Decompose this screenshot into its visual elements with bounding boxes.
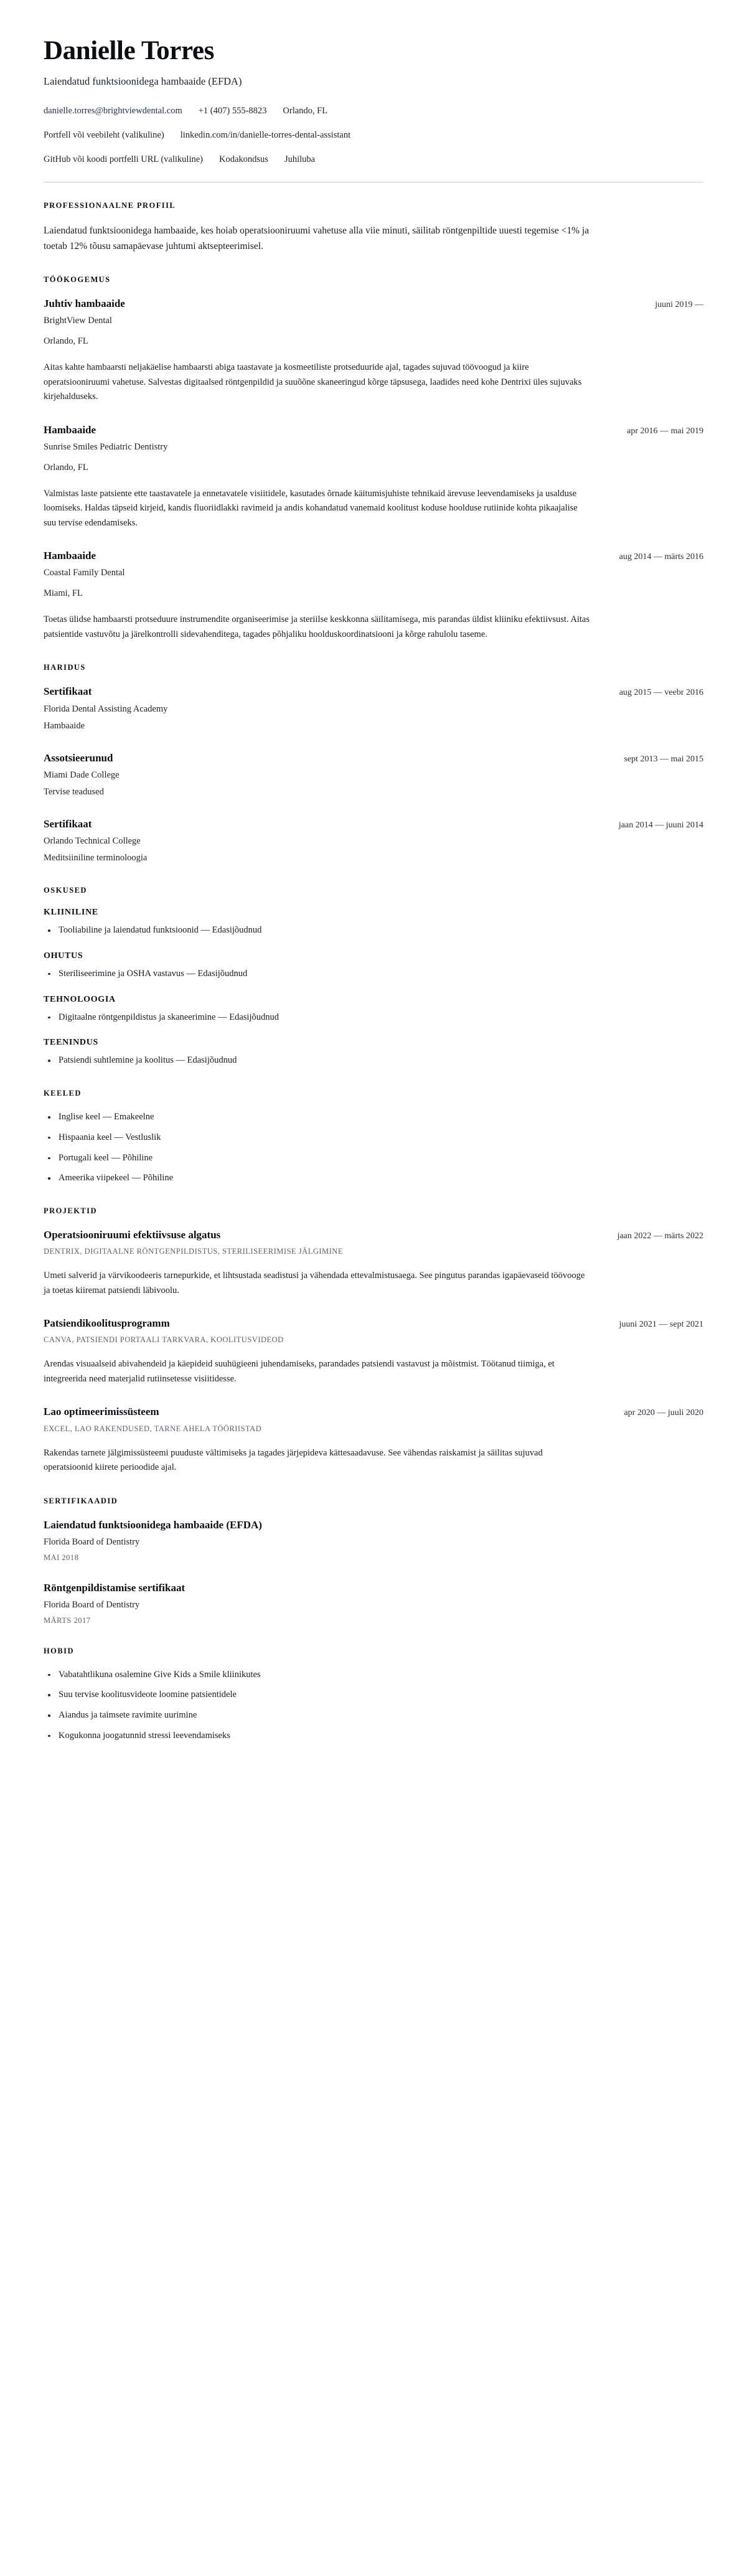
- section-title-languages: KEELED: [44, 1089, 82, 1098]
- degree-title: Sertifikaat: [44, 817, 92, 830]
- skill-group: [44, 908, 703, 938]
- section-experience: [44, 275, 703, 642]
- skill-item-list: [44, 1011, 703, 1025]
- candidate-headline: Laiendatud funktsioonidega hambaaide (EFDA): [44, 75, 242, 88]
- section-skills: [44, 886, 703, 1068]
- contact-item: +1 (407) 555-8823: [198, 106, 267, 116]
- skill-item: Patsiendi suhtlemine ja koolitus — Edasijõudnud: [44, 1054, 703, 1068]
- section-languages: [44, 1089, 703, 1185]
- skill-category-label: TEHNOLOOGIA: [44, 994, 116, 1004]
- education-list: [44, 685, 703, 865]
- project-description: Rakendas tarnete jälgimissüsteemi puuduste vältimiseks ja tagades järjepideva kättesaadavuse. See vähendas raiskamist ja säilitas sujuvad operatsioonid kiirete perioodide ajal.: [44, 1447, 543, 1473]
- hobby-item: Aiandus ja taimsete ravimite uurimine: [44, 1709, 703, 1723]
- experience-list: [44, 297, 703, 642]
- certification-issuer: Florida Board of Dentistry: [44, 1536, 140, 1547]
- experience-entry: [44, 549, 703, 642]
- job-date-range: juuni 2019 —: [655, 299, 703, 309]
- certification-entry: [44, 1581, 703, 1625]
- contact-block: [44, 105, 703, 166]
- education-entry-head: [44, 685, 703, 698]
- project-description: Arendas visuaalseid abivahendeid ja käepideid suuhügieeni juhendamiseks, parandades patsiendi vastavust ja mõistmist. Töötanud tiimiga, et integreerida need materjalid rutiinsetesse visiitidesse.: [44, 1359, 555, 1384]
- job-title: Hambaaide: [44, 550, 96, 562]
- certification-issuer: Florida Board of Dentistry: [44, 1599, 140, 1610]
- contact-row: [44, 105, 703, 118]
- section-title-hobbies: HOBID: [44, 1646, 74, 1655]
- education-entry-head: [44, 817, 703, 831]
- experience-entry-head: [44, 297, 703, 311]
- skill-group: [44, 951, 703, 981]
- skill-category-label: OHUTUS: [44, 951, 83, 961]
- skill-item-list: [44, 1054, 703, 1068]
- project-tech-tags: CANVA, PATSIENDI PORTAALI TARKVARA, KOOLITUSVIDEOD: [44, 1335, 284, 1345]
- school-name: Orlando Technical College: [44, 836, 141, 847]
- certification-title: Röntgenpildistamise sertifikaat: [44, 1581, 186, 1594]
- education-entry-head: [44, 751, 703, 765]
- job-date-range: apr 2016 — mai 2019: [627, 426, 703, 436]
- skill-group: [44, 995, 703, 1025]
- education-date-range: aug 2015 — veebr 2016: [619, 688, 703, 698]
- experience-entry-head: [44, 423, 703, 437]
- project-description: Umeti salverid ja värvikoodeeris tarnepurkide, et lihtsustada seadistusi ja vähendada ettevalmistusaega. See pingutus parandas igapäevaseid töövooge ja toetas kiiremat patsiendi läbivoolu.: [44, 1271, 585, 1295]
- section-profile: [44, 201, 703, 254]
- skill-item: Steriliseerimine ja OSHA vastavus — Edasijõudnud: [44, 967, 703, 981]
- job-location: Orlando, FL: [44, 336, 88, 347]
- skill-item-list: [44, 924, 703, 938]
- job-company: BrightView Dental: [44, 316, 112, 326]
- skill-item: Digitaalne röntgenpildistus ja skaneerimine — Edasijõudnud: [44, 1011, 703, 1025]
- job-description: Valmistas laste patsiente ette taastavatele ja ennetavatele visiitidele, kasutades õrnade käitumisjuhiste tehnikaid ärevuse leevendamiseks ja usalduse loomiseks. Haldas täpseid kirjeid, kandis fluoriidlakki ravimeid ja andis kohandatud vanemaid koolitust koduse hoolduse rutiinide kohta pikaajalise suu tervise edendamiseks.: [44, 488, 578, 528]
- project-title: Operatsiooniruumi efektiivsuse algatus: [44, 1229, 221, 1241]
- job-company: Coastal Family Dental: [44, 568, 125, 578]
- section-title-education: HARIDUS: [44, 663, 86, 672]
- skill-category-label: KLIINILINE: [44, 908, 98, 918]
- contact-item: Portfell või veebileht (valikuline): [44, 130, 164, 141]
- degree-title: Assotsieerunud: [44, 751, 113, 764]
- job-company: Sunrise Smiles Pediatric Dentistry: [44, 441, 168, 452]
- project-tech-tags: EXCEL, LAO RAKENDUSED, TARNE AHELA TÖÖRIISTAD: [44, 1424, 262, 1433]
- skills-list: [44, 908, 703, 1068]
- study-field: Tervise teadused: [44, 786, 104, 797]
- experience-entry: [44, 423, 703, 531]
- project-title: Patsiendikoolitusprogramm: [44, 1317, 170, 1330]
- project-date-range: jaan 2022 — märts 2022: [617, 1231, 703, 1241]
- experience-entry-head: [44, 549, 703, 563]
- section-title-skills: OSKUSED: [44, 886, 87, 895]
- hobbies-list: [44, 1668, 703, 1743]
- language-item: Ameerika viipekeel — Põhiline: [44, 1172, 703, 1185]
- certification-date: MAI 2018: [44, 1553, 79, 1562]
- profile-summary-text: Laiendatud funktsioonidega hambaaide, kes hoiab operatsiooniruumi vahetuse alla viie minuti, säilitab röntgenpiltide uuesti tegemise <1% ja toetab 12% tõusu samapäevase juhtumi aktsepteerimisel.: [44, 225, 590, 251]
- contact-row: [44, 153, 703, 167]
- language-item: Inglise keel — Emakeelne: [44, 1111, 703, 1124]
- job-location: Miami, FL: [44, 588, 83, 599]
- project-entry-head: [44, 1228, 703, 1242]
- section-certifications: [44, 1497, 703, 1625]
- school-name: Miami Dade College: [44, 769, 120, 780]
- section-title-certifications: SERTIFIKAADID: [44, 1496, 118, 1505]
- contact-item: Orlando, FL: [283, 106, 328, 116]
- section-title-experience: TÖÖKOGEMUS: [44, 275, 111, 284]
- section-education: [44, 663, 703, 865]
- contact-item: GitHub või koodi portfelli URL (valikuline): [44, 154, 203, 164]
- resume-header: [44, 36, 703, 167]
- project-entry-head: [44, 1317, 703, 1330]
- project-title: Lao optimeerimissüsteem: [44, 1406, 159, 1418]
- section-projects: [44, 1206, 703, 1475]
- education-entry: [44, 685, 703, 732]
- hobby-item: Kogukonna joogatunnid stressi leevendamiseks: [44, 1729, 703, 1743]
- project-entry: [44, 1317, 703, 1386]
- job-title: Juhtiv hambaaide: [44, 297, 125, 309]
- job-description: Aitas kahte hambaarsti neljakäelise hambaarsti abiga taastavate ja kosmeetiliste protseduuride ajal, tagades sujuvad töövoogud ja kiire operatsiooniruumi vahetuse. Salvestas digitaalsed röntgenpildid ja suuõõne skaneeringud kõrge täpsusega, laadides need kohe Dentrixi üles sujuvaks kirjehalduseks.: [44, 362, 582, 402]
- contact-item: Kodakondsus: [219, 154, 268, 164]
- certification-date: MÄRTS 2017: [44, 1615, 91, 1625]
- project-entry: [44, 1405, 703, 1475]
- skill-group: [44, 1038, 703, 1068]
- school-name: Florida Dental Assisting Academy: [44, 703, 168, 714]
- job-date-range: aug 2014 — märts 2016: [619, 552, 703, 562]
- education-entry: [44, 751, 703, 799]
- candidate-name: Danielle Torres: [44, 36, 214, 65]
- section-hobbies: [44, 1647, 703, 1743]
- education-date-range: sept 2013 — mai 2015: [624, 754, 703, 764]
- hobby-item: Vabatahtlikuna osalemine Give Kids a Smile kliinikutes: [44, 1668, 703, 1682]
- language-item: Portugali keel — Põhiline: [44, 1152, 703, 1165]
- job-title: Hambaaide: [44, 423, 96, 436]
- education-entry: [44, 817, 703, 865]
- skill-item-list: [44, 967, 703, 981]
- projects-list: [44, 1228, 703, 1475]
- section-title-profile: PROFESSIONAALNE PROFIIL: [44, 200, 176, 210]
- experience-entry: [44, 297, 703, 405]
- project-tech-tags: DENTRIX, DIGITAALNE RÖNTGENPILDISTUS, STERILISEERIMISE JÄLGIMINE: [44, 1247, 343, 1256]
- project-date-range: juuni 2021 — sept 2021: [619, 1320, 703, 1330]
- language-item: Hispaania keel — Vestluslik: [44, 1131, 703, 1145]
- job-location: Orlando, FL: [44, 462, 88, 472]
- contact-row: [44, 129, 703, 143]
- certification-title: Laiendatud funktsioonidega hambaaide (EFDA): [44, 1518, 262, 1531]
- contact-item: Juhiluba: [284, 154, 316, 164]
- education-date-range: jaan 2014 — juuni 2014: [618, 820, 703, 830]
- job-description: Toetas ülidse hambaarsti protseduure instrumendite organiseerimise ja steriilse keskkonna säilitamisega, mis parandas üldist kliiniku efektiivsust. Aitas patsientide vastuvõtu ja järelkontrolli sidevahenditega, tagades põhjaliku hoolduskoordinatsiooni ja kõrge rahulolu taseme.: [44, 614, 590, 639]
- contact-email[interactable]: danielle.torres@brightviewdental.com: [44, 106, 182, 116]
- project-entry-head: [44, 1405, 703, 1419]
- certifications-list: [44, 1518, 703, 1625]
- hobby-item: Suu tervise koolitusvideote loomine patsientidele: [44, 1688, 703, 1702]
- section-title-projects: PROJEKTID: [44, 1206, 97, 1216]
- study-field: Hambaaide: [44, 720, 85, 731]
- certification-entry: [44, 1518, 703, 1563]
- degree-title: Sertifikaat: [44, 685, 92, 698]
- languages-list: [44, 1111, 703, 1185]
- study-field: Meditsiiniline terminoloogia: [44, 853, 148, 863]
- project-date-range: apr 2020 — juuli 2020: [624, 1408, 703, 1418]
- skill-item: Tooliabiline ja laiendatud funktsioonid — Edasijõudnud: [44, 924, 703, 938]
- contact-item: linkedin.com/in/danielle-torres-dental-assistant: [180, 130, 351, 141]
- skill-category-label: TEENINDUS: [44, 1038, 98, 1048]
- project-entry: [44, 1228, 703, 1298]
